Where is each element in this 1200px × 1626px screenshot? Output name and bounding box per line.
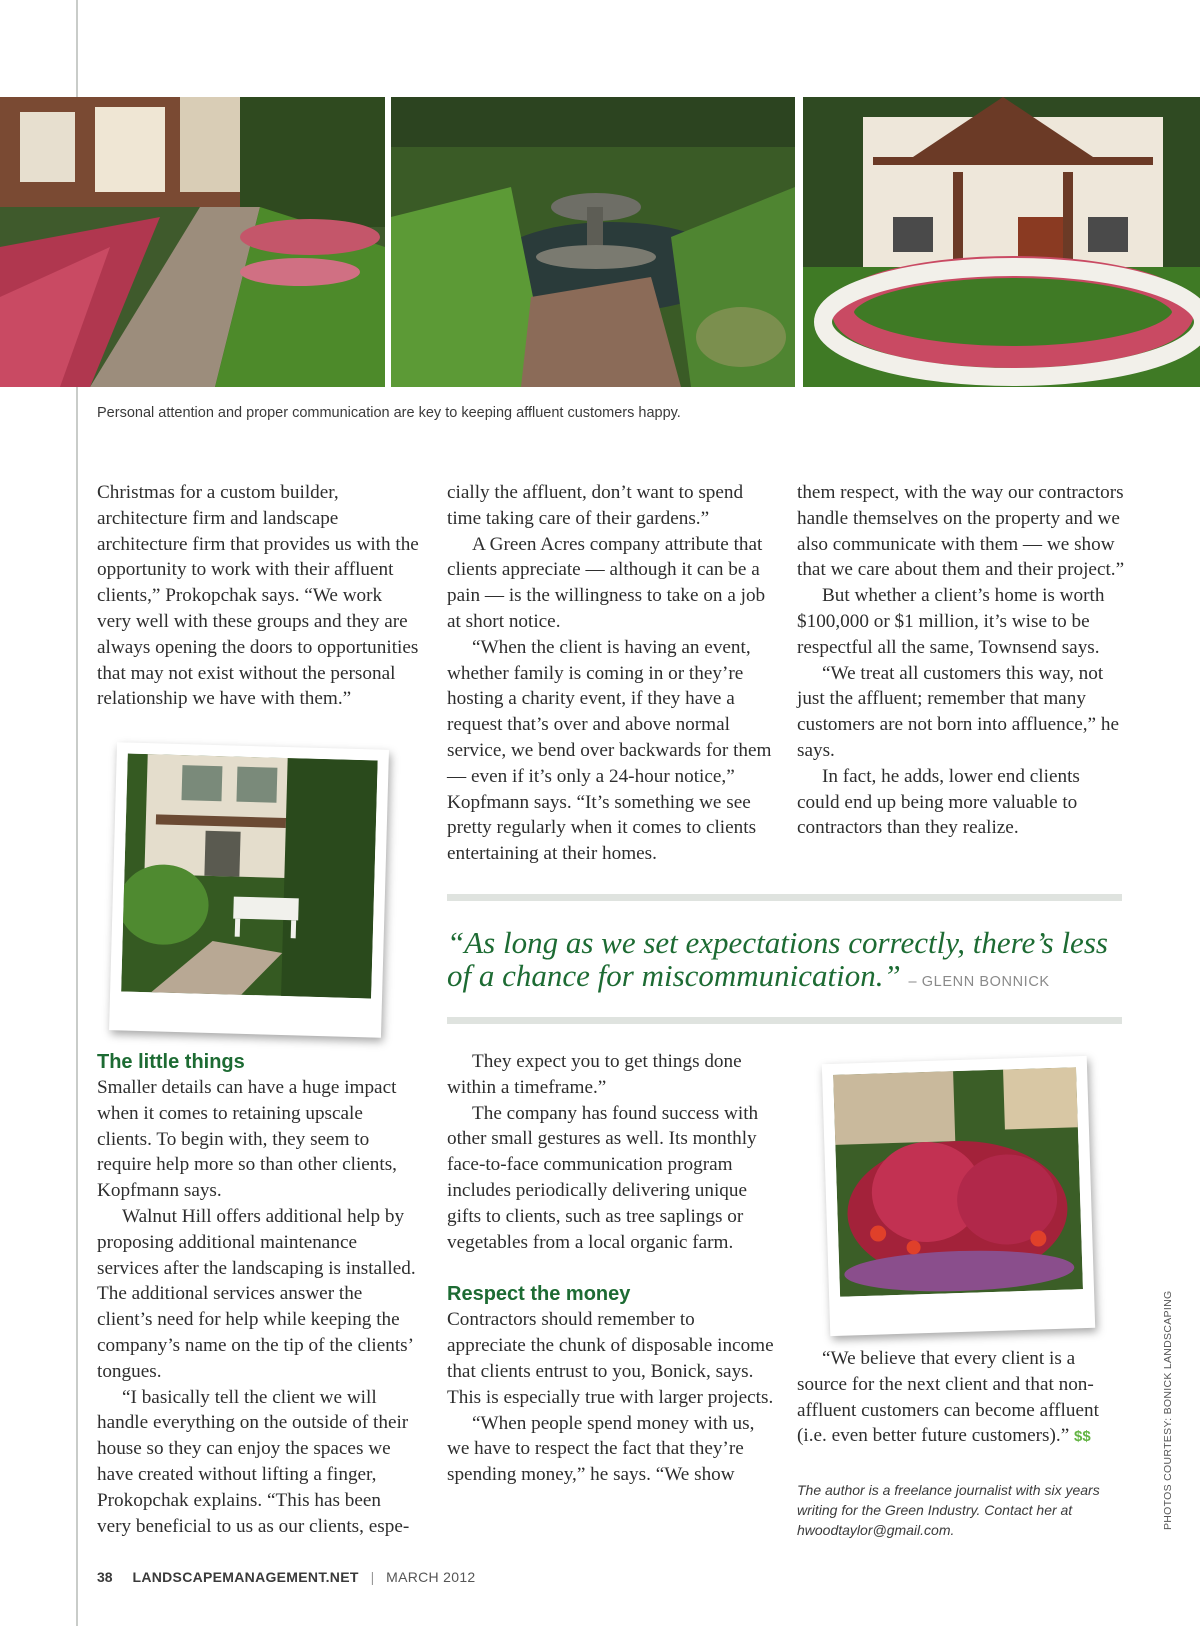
footer-site-name: LANDSCAPEMANAGEMENT.NET [132, 1569, 359, 1585]
end-mark-icon: $$ [1074, 1428, 1091, 1446]
body-paragraph: Christmas for a custom builder, architecture firm and landscape architecture firm that provides us with the opportunity to work with their affluent clients,” Prokopchak says. “We work very well with these groups and they are always opening the doors to opportunities that may not exist without the personal relationship we have with them.” [97, 482, 419, 710]
subheading-little-things: The little things [97, 1051, 245, 1073]
polaroid-photo-garden-bench [109, 742, 389, 1037]
footer-separator: | [370, 1569, 375, 1585]
body-paragraph: “When people spend money with us, we have to respect the fact that they’re spending money,” he says. “We show [447, 1412, 755, 1486]
body-paragraph: Smaller details can have a huge impact when it comes to retaining upscale clients. To begin with, they seem to require help more so than other clients, Kopfmann says. [97, 1077, 397, 1202]
body-paragraph: “I basically tell the client we will handle everything on the outside of their house so they can enjoy the spaces we have created without lifting a finger, Prokopchak explains. “This has been very beneficial to us as our clients, espe- [97, 1386, 410, 1537]
footer-issue-date: MARCH 2012 [386, 1569, 476, 1585]
body-paragraph: A Green Acres company attribute that clients appreciate — although it can be a pain — is the willingness to take on a job at short notice. [447, 533, 766, 632]
subheading-respect-money: Respect the money [447, 1283, 631, 1306]
photo-tudor-house [803, 97, 1200, 387]
pull-quote-text: “As long as we set expectations correctly, there’s less of a chance for miscommunication.” [447, 925, 1108, 993]
body-paragraph: Walnut Hill offers additional help by proposing additional maintenance services after the landscaping is installed. The additional services answer the client’s need for help while keeping the company’s name on the tip of the clients’ tongues. [97, 1205, 416, 1382]
page-footer [97, 1569, 476, 1585]
body-paragraph: “We treat all customers this way, not just the affluent; remember that many customers are not born into affluence,” he says. [797, 662, 1119, 761]
pull-quote-bottom-rule [447, 1017, 1122, 1024]
body-paragraph: In fact, he adds, lower end clients could end up being more valuable to contractors than they realize. [797, 765, 1080, 839]
pull-quote-attribution: – GLENN BONNICK [908, 974, 1050, 990]
page-number: 38 [97, 1569, 113, 1585]
column-2-upper [447, 480, 777, 867]
body-paragraph: “When the client is having an event, whether family is coming in or they’re hosting a charity event, if they have a request that’s over and above normal service, we bend over backwards for them — even if it’s only a 24-hour notice,” Kopfmann says. “It’s something we see pretty regularly when it comes to clients entertaining at their homes. [447, 636, 772, 865]
photo-credit: PHOTOS COURTESY: BONICK LANDSCAPING [1162, 1290, 1174, 1530]
body-paragraph: But whether a client’s home is worth $100,000 or $1 million, it’s wise to be respectful all the same, Townsend says. [797, 585, 1105, 658]
pull-quote [447, 926, 1127, 999]
body-paragraph: Contractors should remember to appreciate the chunk of disposable income that clients entrust to you, Bonick, says. This is especially true with larger projects. [447, 1309, 774, 1408]
body-paragraph: They expect you to get things done within a timeframe.” [447, 1051, 742, 1098]
body-paragraph: The company has found success with other small gestures as well. Its monthly face-to-face communication program includes periodically delivering unique gifts to clients, such as tree saplings or vegetables from a local organic farm. [447, 1102, 759, 1253]
column-2-lower [447, 1049, 777, 1488]
column-1-lower [97, 1049, 419, 1539]
author-bio: The author is a freelance journalist with six years writing for the Green Industry. Contact her at hwoodtaylor@gmail.com. [797, 1482, 1100, 1538]
body-paragraph [797, 1346, 1127, 1450]
column-1-upper [97, 480, 419, 712]
closing-quote-text: “We believe that every client is a source for the next client and that non-affluent customers can become affluent (i.e. even better future customers).” [797, 1348, 1099, 1447]
column-3-lower [797, 1346, 1127, 1450]
photo-strip [0, 97, 1200, 387]
column-3-upper [797, 480, 1127, 841]
photo-pond-fountain [391, 97, 795, 387]
photo-caption: Personal attention and proper communication are key to keeping affluent customers happy. [97, 405, 681, 421]
photo-garden-walkway [0, 97, 385, 387]
body-paragraph: them respect, with the way our contractors handle themselves on the property and we also communicate with them — we show that we care about them and their project.” [797, 482, 1125, 581]
polaroid-photo-flower-bed [822, 1056, 1095, 1336]
pull-quote-top-rule [447, 894, 1122, 901]
body-paragraph: cially the affluent, don’t want to spend time taking care of their gardens.” [447, 482, 744, 529]
